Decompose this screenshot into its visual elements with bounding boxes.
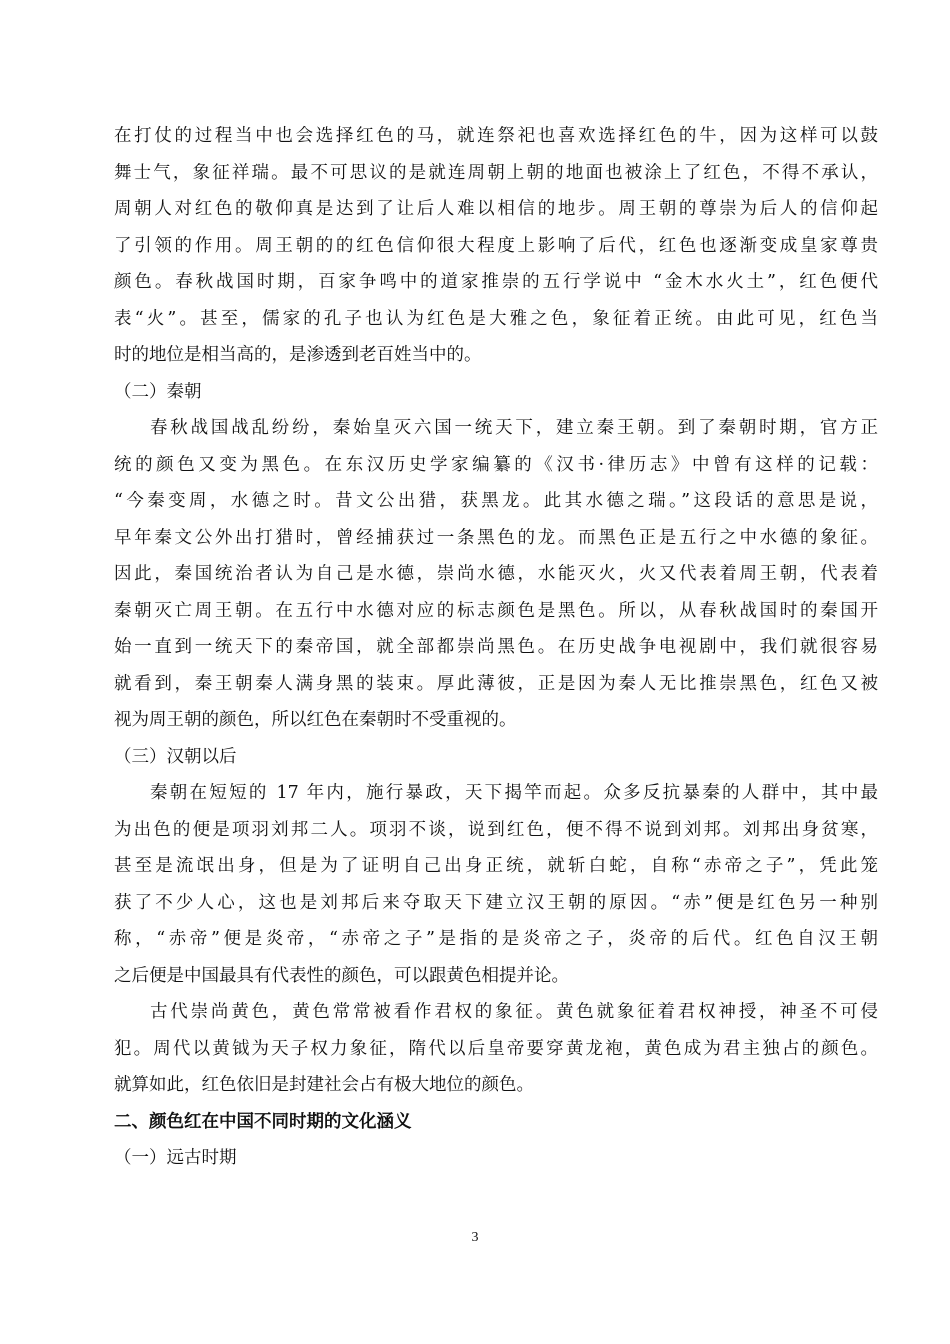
text-line: 之后便是中国最具有代表性的颜色，可以跟黄色相提并论。 (114, 965, 569, 986)
text-line: 就看到，秦王朝秦人满身黑的装束。厚此薄彼，正是因为秦人无比推崇黑色，红色又被 (114, 673, 878, 694)
text-line: 犯。周代以黄钺为天子权力象征，隋代以后皇帝要穿黄龙袍，黄色成为君主独占的颜色。 (114, 1038, 878, 1059)
text-line: 古代崇尚黄色，黄色常常被看作君权的象征。黄色就象征着君权神授，神圣不可侵 (150, 1002, 878, 1022)
text-line: 在打仗的过程当中也会选择红色的马，就连祭祀也喜欢选择红色的牛，因为这样可以鼓 (114, 126, 878, 146)
text-line: 颜色。春秋战国时期，百家争鸣中的道家推崇的五行学说中 “金木水火土”，红色便代 (114, 272, 878, 292)
section-title-ancient: （一）远古时期 (114, 1148, 237, 1168)
text-line: 称，“赤帝”便是炎帝，“赤帝之子”是指的是炎帝之子，炎帝的后代。红色自汉王朝 (114, 929, 878, 949)
text-line: 获了不少人心，这也是刘邦后来夺取天下建立汉王朝的原因。“赤”便是红色另一种别 (114, 892, 878, 913)
page-body (114, 118, 878, 1177)
text-line: 秦朝灭亡周王朝。在五行中水德对应的标志颜色是黑色。所以，从春秋战国时的秦国开 (114, 600, 878, 621)
text-line: 甚至是流氓出身，但是为了证明自己出身正统，就斩白蛇，自称“赤帝之子”，凭此笼 (114, 856, 878, 876)
text-line: 舞士气，象征祥瑞。最不可思议的是就连周朝上朝的地面也被涂上了红色，不得不承认， (114, 162, 878, 183)
text-line: 为出色的便是项羽刘邦二人。项羽不谈，说到红色，便不得不说到刘邦。刘邦出身贫寒， (114, 819, 878, 840)
text-line: 始一直到一统天下的秦帝国，就全部都崇尚黑色。在历史战争电视剧中，我们就很容易 (114, 637, 878, 657)
section-title-han: （三）汉朝以后 (114, 746, 237, 767)
text-line: 统的颜色又变为黑色。在东汉历史学家编纂的《汉书·律历志》中曾有这样的记载： (114, 454, 878, 475)
text-line: 视为周王朝的颜色，所以红色在秦朝时不受重视的。 (114, 710, 517, 730)
text-line: 了引领的作用。周王朝的的红色信仰很大程度上影响了后代，红色也逐渐变成皇家尊贵 (114, 235, 878, 256)
chapter-heading: 二、颜色红在中国不同时期的文化涵义 (114, 1111, 412, 1132)
page-number: 3 (471, 1230, 479, 1245)
section-title-qin: （二）秦朝 (114, 381, 202, 402)
text-line: 因此，秦国统治者认为自己是水德，崇尚水德，水能灭火，火又代表着周王朝，代表着 (114, 564, 878, 584)
text-line: 早年秦文公外出打猎时，曾经捕获过一条黑色的龙。而黑色正是五行之中水德的象征。 (114, 527, 878, 548)
text-line: “今秦变周，水德之时。昔文公出猎，获黑龙。此其水德之瑞。”这段话的意思是说， (114, 491, 878, 511)
text-line: 表“火”。甚至，儒家的孔子也认为红色是大雅之色，象征着正统。由此可见，红色当 (114, 308, 878, 329)
text-line: 就算如此，红色依旧是封建社会占有极大地位的颜色。 (114, 1075, 534, 1095)
text-line: 春秋战国战乱纷纷，秦始皇灭六国一统天下，建立秦王朝。到了秦朝时期，官方正 (150, 418, 878, 438)
text-line: 周朝人对红色的敬仰真是达到了让后人难以相信的地步。周王朝的尊崇为后人的信仰起 (114, 199, 878, 219)
text-line: 时的地位是相当高的，是渗透到老百姓当中的。 (114, 345, 482, 365)
text-line: 秦朝在短短的 17 年内，施行暴政，天下揭竿而起。众多反抗暴秦的人群中，其中最 (150, 783, 878, 803)
